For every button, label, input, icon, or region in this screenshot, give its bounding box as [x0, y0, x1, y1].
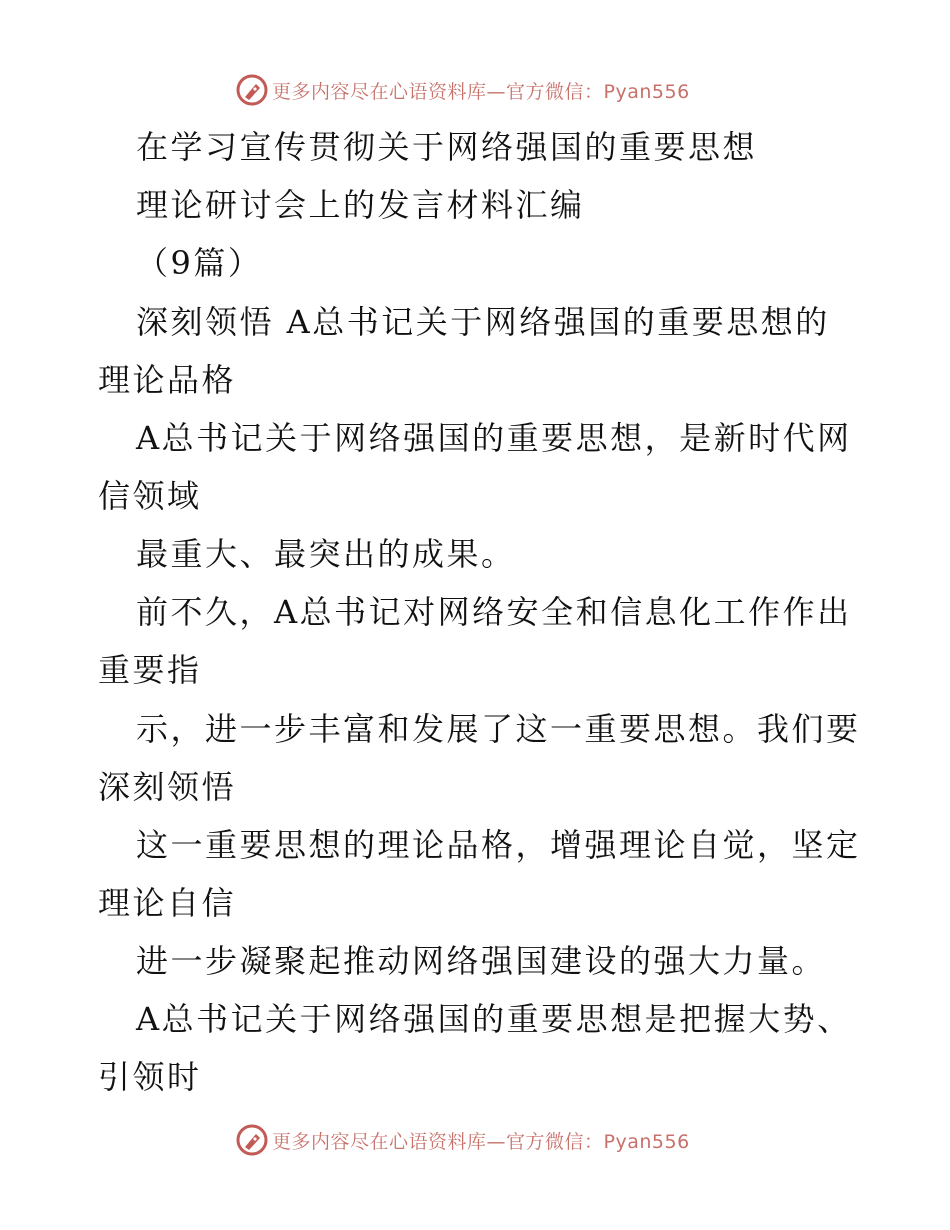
document-title-line2: 理论研讨会上的发言材料汇编: [136, 186, 585, 224]
document-title-line1: 在学习宣传贯彻关于网络强国的重要思想: [136, 128, 758, 166]
text-line: 重要指: [98, 651, 202, 689]
text-line: 理论品格: [98, 361, 237, 399]
text-line: A总书记关于网络强国的重要思想，是新时代网: [136, 419, 852, 457]
banner-text: 更多内容尽在心语资料库—官方微信：Pyan556: [272, 1130, 690, 1153]
text-line: A总书记关于网络强国的重要思想是把握大势、: [136, 1000, 852, 1038]
text-line: 前不久，A总书记对网络安全和信息化工作作出: [136, 593, 852, 631]
pen-nib-logo-icon: [236, 1124, 268, 1156]
text-line: 信领域: [98, 477, 202, 515]
banner-text: 更多内容尽在心语资料库—官方微信：Pyan556: [272, 80, 690, 103]
text-line: 最重大、最突出的成果。: [136, 535, 516, 573]
footer-banner: [236, 1123, 690, 1157]
text-line: 这一重要思想的理论品格，增强理论自觉，坚定: [136, 826, 861, 864]
text-line: 引领时: [98, 1058, 202, 1096]
document-count: （9篇）: [136, 244, 263, 282]
text-line: 示，进一步丰富和发展了这一重要思想。我们要: [136, 710, 861, 748]
text-line: 深刻领悟 A总书记关于网络强国的重要思想的: [136, 303, 830, 341]
text-line: 深刻领悟: [98, 768, 237, 806]
text-line: 理论自信: [98, 884, 237, 922]
text-line: 进一步凝聚起推动网络强国建设的强大力量。: [136, 942, 827, 980]
